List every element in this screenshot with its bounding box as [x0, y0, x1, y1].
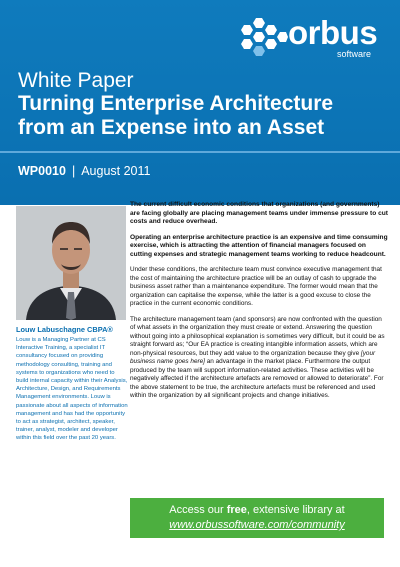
document-type: White Paper [18, 69, 134, 92]
library-cta-banner[interactable] [130, 498, 384, 538]
document-meta [18, 164, 150, 178]
body-paragraph-2-part-b: an advantage in the market place. Furthermore the output produced by the team will support information-related activities. These activities will be negatively affected if the architecture artefacts are removed or allowed to deteriorate”. For the above statement to be true, the architecture artefacts must be referenced and used within the organization by all significant projects and change initiatives. [130, 358, 384, 399]
cta-prefix: Access our [169, 504, 227, 516]
lead-paragraph-2: Operating an enterprise architecture practice is an expensive and time consuming exercise, which is attracting the attention of financial managers focused on cutting expenses and strategic management teams working to reduce headcount. [130, 233, 388, 258]
body-paragraph-2-emphasis: [your business name goes here] [130, 349, 376, 365]
document-code: WP0010 [18, 164, 66, 178]
header-banner [0, 0, 400, 205]
document-date: August 2011 [81, 164, 151, 178]
logo-subtitle: software [337, 49, 372, 59]
meta-separator: | [71, 164, 76, 178]
author-portrait-image [16, 206, 126, 320]
body-paragraph-2 [130, 316, 388, 401]
lead-paragraph-1: The current difficult economic conditions that organizations (and governments) are facing globally are placing management teams under immense pressure to cut costs and reduce overhead. [130, 201, 388, 225]
logo-wordmark: orbus [288, 14, 378, 51]
cta-text [130, 504, 384, 517]
document-title [18, 92, 388, 140]
cta-suffix: , extensive library at [246, 504, 345, 516]
main-content [130, 201, 388, 408]
title-line-2: from an Expense into an Asset [18, 116, 325, 139]
author-bio: Louw is a Managing Partner at CS Interactive Training, a specialist IT consultancy focused on providing methodology consulting, training and systems to organizations who need to build internal capacity within their Analysis, Architecture, Design, and Requirements Management environments. Louw is passionate about all aspects of information management and has had the opportunity to act as strategist, architect, speaker, trainer, analyst, modeler and developer within this field over the past 20 years. [16, 337, 128, 442]
body-paragraph-1: Under these conditions, the architecture team must convince executive management that the cost of maintaining the architecture practice will be an outlay of cash to upgrade the business asset rather than a maintenance expenditure. The former would mean that the organization can capitalise the expense, while the latter is a good excuse to close the practice in the current economic conditions. [130, 266, 382, 307]
orbus-logo [236, 16, 386, 62]
title-line-1: Turning Enterprise Architecture [18, 92, 334, 115]
cta-free: free [226, 504, 247, 516]
body-paragraph-2-part-a: The architecture management team (and sponsors) are now confronted with the question of what assets in the organization they must create or extend. Answering the question without going into a philosophical explanation is sometimes very difficult, but it could be as straight forward as; “Our EA practice is creating intangible information assets, which are non-physical resources, but they add value to the organization because they give [130, 315, 385, 357]
author-name: Louw Labuschagne CBPA® [16, 325, 113, 334]
author-photo [16, 206, 126, 320]
hexagon-logo-icon [236, 16, 288, 62]
community-link[interactable]: www.orbussoftware.com/community [169, 519, 345, 531]
header-divider [0, 151, 400, 153]
